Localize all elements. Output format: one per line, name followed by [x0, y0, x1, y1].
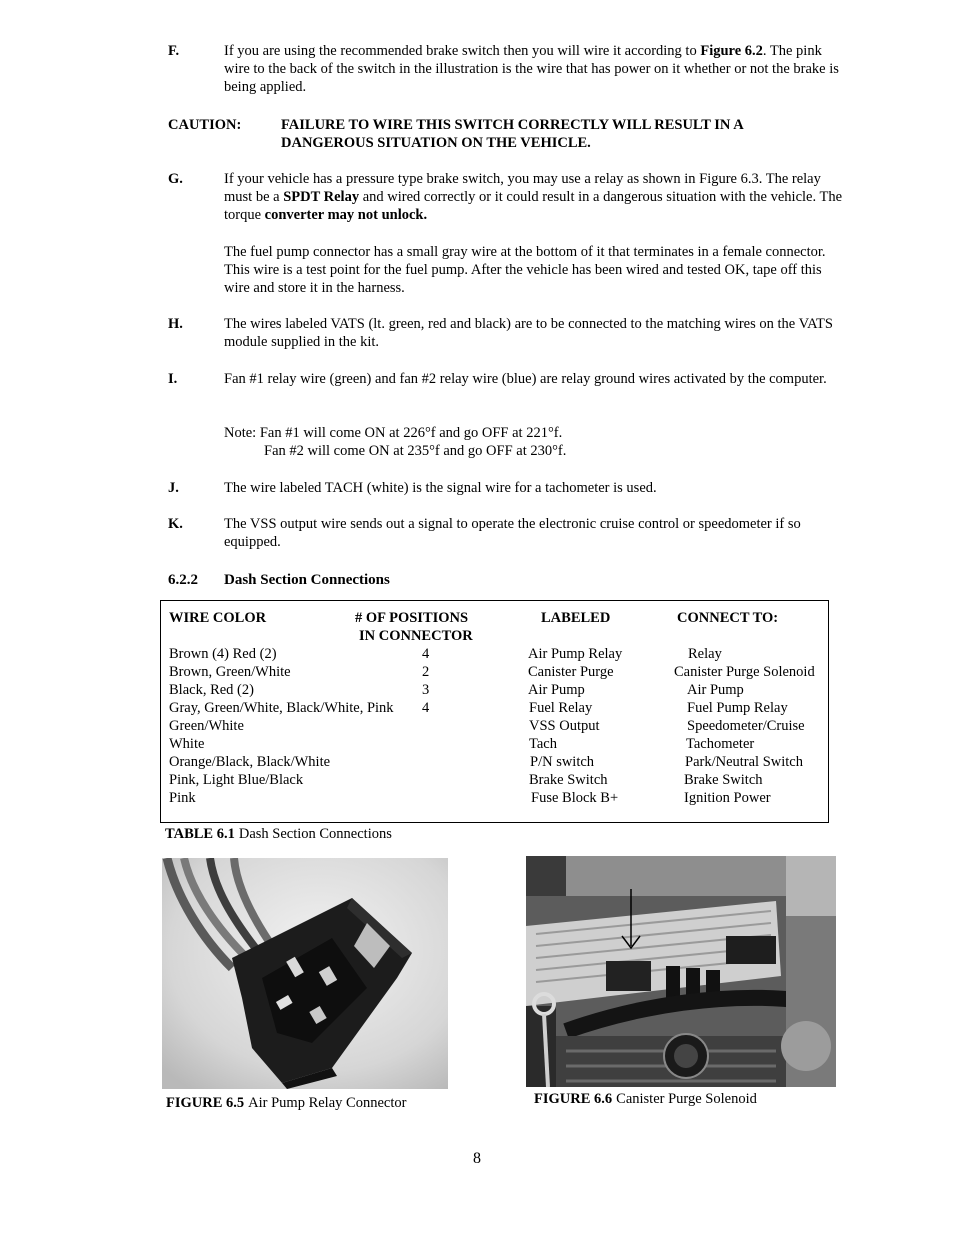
- cell-labeled: Air Pump Relay: [528, 646, 623, 662]
- cell-connect-to: Fuel Pump Relay: [687, 700, 788, 716]
- item-paragraph: The wire labeled TACH (white) is the signal wire for a tachometer is used.: [224, 480, 657, 496]
- header-positions: # OF POSITIONS: [355, 610, 469, 626]
- section-heading: [168, 571, 390, 589]
- item-paragraph: The fuel pump connector has a small gray wire at the bottom of it that terminates in a female connector. This wire is a test point for the fuel pump. After the vehicle has been wired and tested OK, tape off this wire and store it in the harness.: [224, 244, 826, 296]
- item-letter: J.: [168, 480, 179, 496]
- canister-purge-solenoid-photo: [526, 856, 836, 1087]
- note-line-1: Note: Fan #1 will come ON at 226°f and go OFF at 221°f.: [224, 425, 563, 441]
- cell-connect-to: Ignition Power: [684, 790, 771, 806]
- cell-labeled: Fuse Block B+: [531, 790, 619, 806]
- cell-wire-color: Black, Red (2): [169, 682, 254, 698]
- table-caption: [165, 825, 392, 843]
- header-wire-color: WIRE COLOR: [169, 610, 267, 626]
- cell-wire-color: Pink, Light Blue/Black: [169, 772, 304, 788]
- cell-labeled: VSS Output: [529, 718, 600, 734]
- item-paragraph: If you are using the recommended brake switch then you will wire it according to Figure 6.2. The pink wire to the back of the switch in the illustration is the wire that has power on it whether or not the brake is being applied.: [224, 43, 839, 95]
- cell-positions: 4: [422, 700, 430, 716]
- header-connect-to: CONNECT TO:: [677, 610, 779, 626]
- item-paragraph: Fan #1 relay wire (green) and fan #2 relay wire (blue) are relay ground wires activated by the computer.: [224, 371, 827, 387]
- item-letter: H.: [168, 316, 183, 332]
- figure-label: FIGURE 6.5: [166, 1095, 245, 1111]
- cell-labeled: Tach: [529, 736, 557, 752]
- item-text: [224, 170, 844, 224]
- figure-6-5-caption: [166, 1094, 406, 1112]
- cell-connect-to: Brake Switch: [684, 772, 763, 788]
- cell-wire-color: Brown, Green/White: [169, 664, 291, 680]
- figure-6-6-caption: [534, 1090, 757, 1108]
- figure-caption-text: Canister Purge Solenoid: [616, 1091, 757, 1107]
- cell-labeled: Canister Purge: [528, 664, 614, 680]
- item-paragraph: The wires labeled VATS (lt. green, red and black) are to be connected to the matching wires on the VATS module supplied in the kit.: [224, 316, 833, 350]
- item-letter: F.: [168, 43, 180, 59]
- figure-label: FIGURE 6.6: [534, 1091, 613, 1107]
- cell-labeled: Fuel Relay: [529, 700, 593, 716]
- item-letter: I.: [168, 371, 178, 387]
- section-number: 6.2.2: [168, 572, 198, 588]
- item-text: [224, 370, 844, 388]
- cell-wire-color: Orange/Black, Black/White: [169, 754, 331, 770]
- cell-connect-to: Air Pump: [687, 682, 744, 698]
- item-letter: K.: [168, 516, 183, 532]
- cell-wire-color: Green/White: [169, 718, 244, 734]
- item-text: [224, 243, 844, 297]
- connections-table: [160, 600, 829, 823]
- item-letter: G.: [168, 171, 183, 187]
- item-text: [224, 315, 844, 351]
- item-text: [224, 479, 844, 497]
- cell-connect-to: Park/Neutral Switch: [685, 754, 803, 770]
- cell-wire-color: Gray, Green/White, Black/White, Pink: [169, 700, 394, 716]
- cell-wire-color: White: [169, 736, 205, 752]
- item-paragraph: If your vehicle has a pressure type brake switch, you may use a relay as shown in Figure 6.3. The relay must be a SPDT Relay and wired correctly or it could result in a dangerous situation with the vehicle. The torque converter may not unlock.: [224, 171, 843, 223]
- cell-positions: 2: [422, 664, 430, 680]
- item-text: [224, 515, 844, 551]
- cell-labeled: Brake Switch: [529, 772, 608, 788]
- cell-connect-to: Speedometer/Cruise: [687, 718, 805, 734]
- cell-connect-to: Relay: [688, 646, 722, 662]
- cell-positions: 3: [422, 682, 430, 698]
- cell-wire-color: Pink: [169, 790, 196, 806]
- cell-connect-to: Canister Purge Solenoid: [674, 664, 815, 680]
- air-pump-relay-connector-photo: [162, 858, 448, 1089]
- table-caption-text: Dash Section Connections: [238, 826, 392, 842]
- cell-wire-color: Brown (4) Red (2): [169, 646, 277, 662]
- header-labeled: LABELED: [541, 610, 611, 626]
- caution-label: CAUTION:: [168, 117, 242, 133]
- note-line-2: Fan #2 will come ON at 235°f and go OFF at 230°f.: [264, 443, 567, 459]
- item-paragraph: The VSS output wire sends out a signal to operate the electronic cruise control or speedometer if so equipped.: [224, 516, 801, 550]
- header-positions-line2: IN CONNECTOR: [359, 628, 473, 644]
- cell-labeled: P/N switch: [530, 754, 595, 770]
- section-title: Dash Section Connections: [224, 572, 390, 588]
- cell-labeled: Air Pump: [528, 682, 585, 698]
- figure-caption-text: Air Pump Relay Connector: [248, 1095, 407, 1111]
- cell-connect-to: Tachometer: [686, 736, 755, 752]
- cell-positions: 4: [422, 646, 430, 662]
- item-text: [224, 42, 844, 96]
- page-number: 8: [473, 1150, 481, 1167]
- table-caption-label: TABLE 6.1: [165, 826, 235, 842]
- caution-text: FAILURE TO WIRE THIS SWITCH CORRECTLY WILL RESULT IN A DANGEROUS SITUATION ON THE VEHICLE.: [281, 117, 743, 151]
